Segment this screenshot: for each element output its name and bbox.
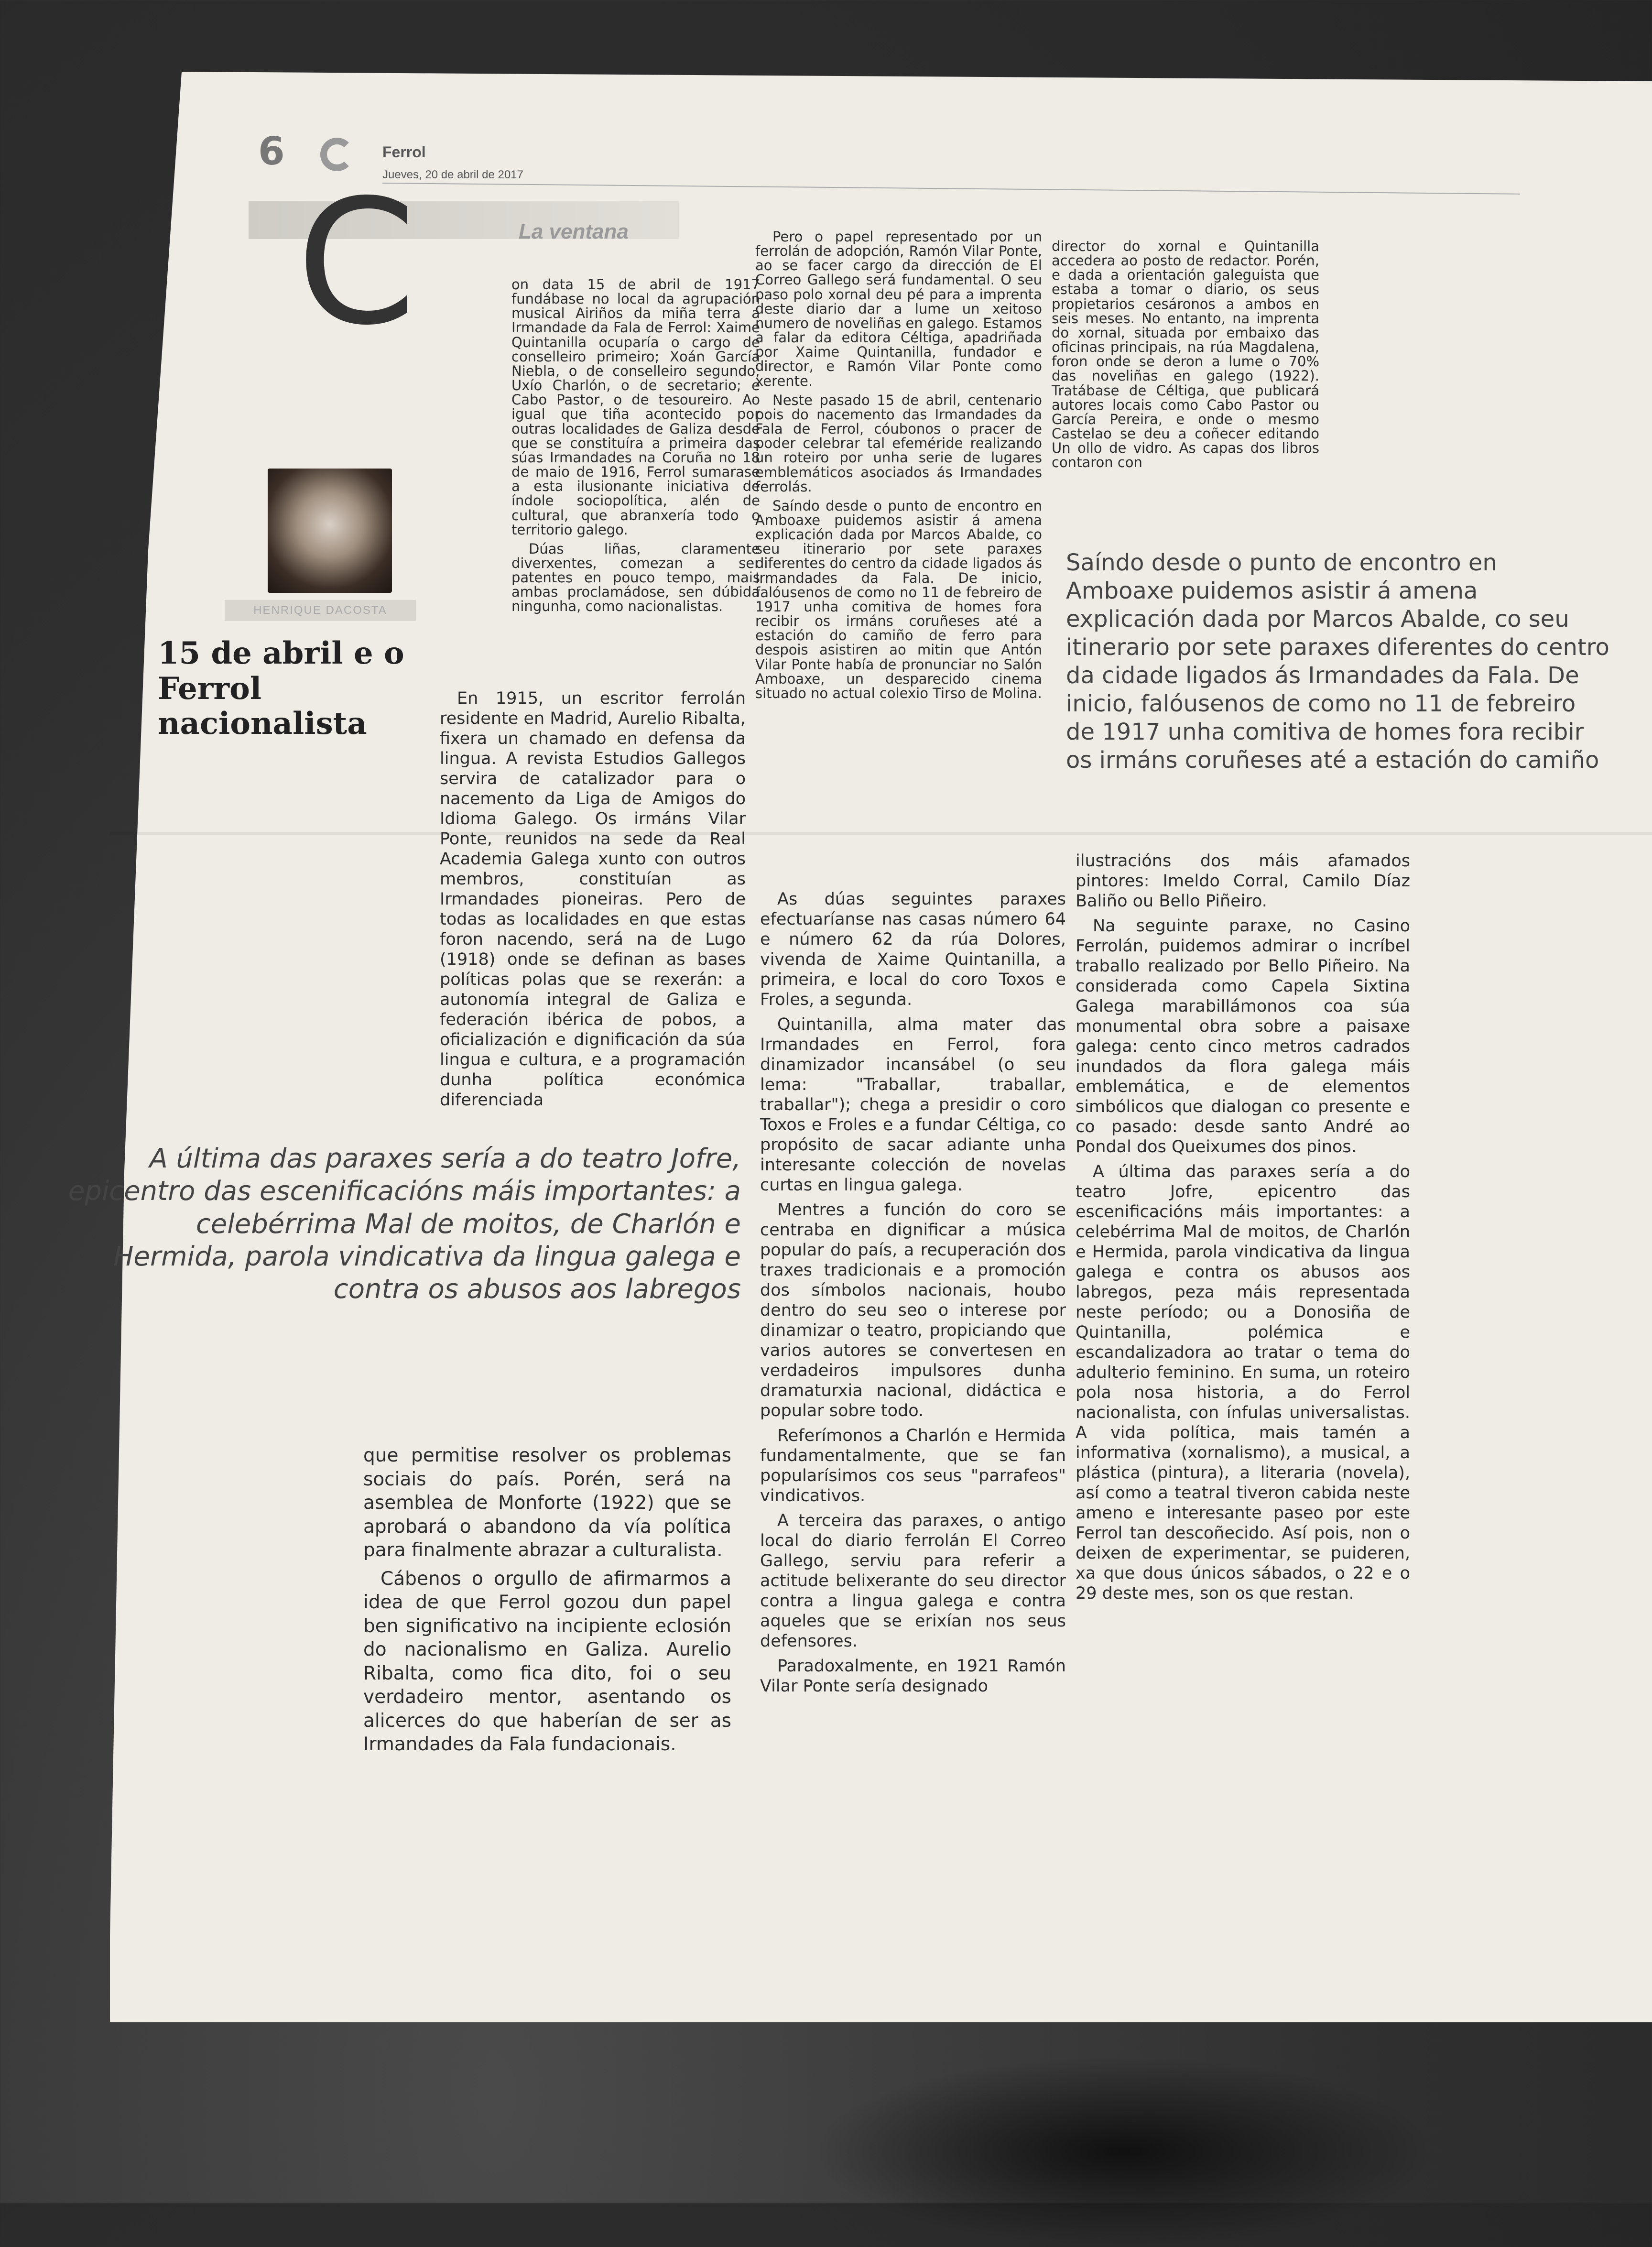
- issue-date: Jueves, 20 de abril de 2017: [382, 168, 523, 181]
- drop-cap: C: [296, 163, 417, 363]
- paragraph: ilustracións dos máis afamados pintores: Imeldo Corral, Camilo Díaz Baliño ou Bello Piñeiro.: [1076, 851, 1410, 911]
- column-2-top: [755, 229, 1042, 705]
- author-photo: [268, 469, 392, 593]
- column-3-bottom: [1076, 851, 1410, 1608]
- paragraph: Referímonos a Charlón e Hermida fundamentalmente, que se fan popularísimos cos seus "parrafeos" vindicativos.: [760, 1426, 1066, 1505]
- pull-quote-left: A última das paraxes sería a do teatro Jofre, epicentro das escenificacións máis importantes: a celebérrima Mal de moitos, de Charlón e Hermida, parola vindicativa da lingua galega e contra os abusos aos labregos: [68, 1143, 741, 1305]
- column-3-top: [1052, 239, 1319, 475]
- article-headline: 15 de abril e o Ferrol nacionalista: [158, 635, 404, 742]
- column-2-bottom: [760, 889, 1066, 1701]
- column-1-top: [511, 277, 760, 619]
- page-number: 6: [258, 129, 285, 174]
- paragraph: As dúas seguintes paraxes efectuaríanse nas casas número 64 e número 62 da rúa Dolores, vivenda de Xaime Quintanilla, a primeira, e local do coro Toxos e Froles, a segunda.: [760, 890, 1066, 1009]
- paragraph: Paradoxalmente, en 1921 Ramón Vilar Ponte sería designado: [760, 1657, 1066, 1696]
- paragraph: Quintanilla, alma mater das Irmandades en Ferrol, fora dinamizador incansábel (o seu lema: "Traballar, traballar, traballar"); chega a presidir o coro Toxos e Froles e a fundar Céltiga, co propósito de sacar adiante unha interesante colección de novelas curtas en lingua galega.: [760, 1015, 1066, 1195]
- paragraph: Cábenos o orgullo de afirmarmos a idea de que Ferrol gozou dun papel ben significativo na incipiente eclosión do nacionalismo en Galiza. Aurelio Ribalta, como fica dito, foi o seu verdadeiro mentor, asentando os alicerces do que haberían de ser as Irmandades da Fala fundacionais.: [363, 1568, 731, 1756]
- paragraph: que permitise resolver os problemas sociais do país. Porén, será na asemblea de Monforte (1922) que se aprobará o abandono da vía política para finalmente abrazar a culturalista.: [363, 1445, 731, 1561]
- paragraph: En 1915, un escritor ferrolán residente en Madrid, Aurelio Ribalta, fixera un chamado en defensa da lingua. A revista Estudios Gallegos servira de catalizador para o nacemento da Liga de Amigos do Idioma Galego. Os irmáns Vilar Ponte, reunidos na sede da Real Academia Galega xunto con outros membros, constituían as Irmandades pioneiras. Pero de todas as localidades en que estas foron nacendo, será na de Lugo (1918) onde se definan as bases políticas polas que se rexerán: a autonomía integral de Galiza e federación ibérica de pobos, a oficialización e dignificación da súa lingua e cultura, e a programación dunha política económica diferenciada: [440, 689, 746, 1110]
- paragraph: Mentres a función do coro se centraba en dignificar a música popular do país, a recuperación dos traxes tradicionais e a promoción dos símbolos nacionais, houbo dentro do seu seo o interese por dinamizar o teatro, propiciando que varios autores se convertesen en verdadeiros impulsores dunha dramaturxia nacional, didáctica e popular sobre todo.: [760, 1200, 1066, 1420]
- paragraph: Neste pasado 15 de abril, centenario pois do nacemento das Irmandades da Fala de Ferrol, cóubonos o pracer de poder celebrar tal efeméride realizando un roteiro por unha serie de lugares emblemáticos asociados ás Irmandades ferrolás.: [755, 392, 1042, 495]
- paragraph: Dúas liñas, claramente diverxentes, comezan a ser patentes en pouco tempo, mais ambas proclamádose, sen dúbida ningunha, como nacionalistas.: [511, 540, 760, 615]
- paragraph: A terceira das paraxes, o antigo local do diario ferrolán El Correo Gallego, serviu para referir a actitude belixerante do seu director contra a lingua galega e contra aqueles que se erixían nos seus defensores.: [760, 1511, 1066, 1651]
- column-1-bottom: [363, 1444, 731, 1761]
- pull-quote-right: Saíndo desde o punto de encontro en Amboaxe puidemos asistir á amena explicación dada por Marcos Abalde, co seu itinerario por sete paraxes diferentes do centro da cidade ligados ás Irmandades da Fala. De inicio, falóusenos de como no 11 de febreiro de 1917 unha comitiva de homes fora recibir os irmáns coruñeses até a estación do camiño: [1066, 549, 1609, 774]
- section-name: Ferrol: [382, 143, 426, 161]
- paragraph: A última das paraxes sería a do teatro Jofre, epicentro das escenificacións máis importantes: a celebérrima Mal de moitos, de Charlón e Hermida, parola vindicativa da lingua galega e contra os abusos aos labregos, peza máis representada neste período; ou a Donosiña de Quintanilla, polémica e escandalizadora ao tratar o tema do adulterio feminino. En suma, un roteiro pola nosa historia, a do Ferrol nacionalista, con ínfulas universalistas. A vida política, mais tamén a informativa (xornalismo), a musical, a plástica (pintura), a literaria (novela), así como a teatral tiveron cabida neste ameno e interesante paseo por este Ferrol tan descoñecido. Así pois, non o deixen de experimentar, se puideren, xa que dous únicos sábados, o 22 e o 29 deste mes, son os que restan.: [1076, 1162, 1410, 1603]
- paragraph: director do xornal e Quintanilla accedera ao posto de redactor. Porén, e dada a orientación galeguista que estaba a tomar o diario, os seus propietarios cesáronos a ambos en seis meses. No entanto, na imprenta do xornal, situada por embaixo das oficinas principais, na rúa Magdalena, foron onde se deron a lume o 70% das noveliñas en galego (1922). Tratábase de Céltiga, que publicará autores locais como Cabo Pastor ou García Pereira, e onde o mesmo Castelao se deu a coñecer editando Un ollo de vidro. As capas dos libros contaron con: [1052, 238, 1319, 471]
- author-name: HENRIQUE DACOSTA: [225, 600, 416, 621]
- paragraph: Pero o papel representado por un ferrolán de adopción, Ramón Vilar Ponte, ao se facer cargo da dirección de El Correo Gallego será fundamental. O seu paso polo xornal deu pé para a imprenta deste diario dar a lume un xeitoso numero de noveliñas en galego. Estamos a falar da editora Céltiga, apadriñada por Xaime Quintanilla, fundador e director, e Ramón Vilar Ponte como xerente.: [755, 229, 1042, 389]
- paragraph: Na seguinte paraxe, no Casino Ferrolán, puidemos admirar o incríbel traballo realizado por Bello Piñeiro. Na considerada como Capela Sixtina Galega marabillámonos coa súa monumental obra sobre a paisaxe galega: cento cinco metros cadrados inundados da flora galega máis emblemática, e de elementos simbólicos que dialogan co presente e co pasado: desde santo André ao Pondal dos Queixumes dos pinos.: [1076, 916, 1410, 1156]
- paragraph: Saíndo desde o punto de encontro en Amboaxe puidemos asistir á amena explicación dada por Marcos Abalde, co seu itinerario por sete paraxes diferentes do centro da cidade ligados ás Irmandades da Fala. De inicio, falóusenos de como no 11 de febreiro de 1917 unha comitiva de homes fora recibir os irmáns coruñeses até a estación do camiño de ferro para despois asistiren ao mitin que Antón Vilar Ponte había de pronunciar no Salón Amboaxe, un desparecido cinema situado no actual colexio Tirso de Molina.: [755, 497, 1042, 701]
- fold-crease: [110, 832, 1652, 835]
- column-1-middle: [440, 688, 746, 1115]
- column-title: La ventana: [519, 220, 629, 243]
- paragraph: on data 15 de abril de 1917 fundábase no local da agrupación musical Airiños da miña terra a Irmandade da Fala de Ferrol: Xaime Quintanilla ocuparía o cargo de conselleiro primeiro; Xoán García Niebla, o de conselleiro segundo; Uxío Charlón, o de secretario; e Cabo Pastor, o de tesoureiro. Ao igual que tiña acontecido por outras localidades de Galiza desde que se constituíra a primeira das súas Irmandades na Coruña no 18 de maio de 1916, Ferrol sumarase a esta ilusionante iniciativa de índole sociopolítica, alén de cultural, que abranxería todo o territorio galego.: [511, 276, 760, 538]
